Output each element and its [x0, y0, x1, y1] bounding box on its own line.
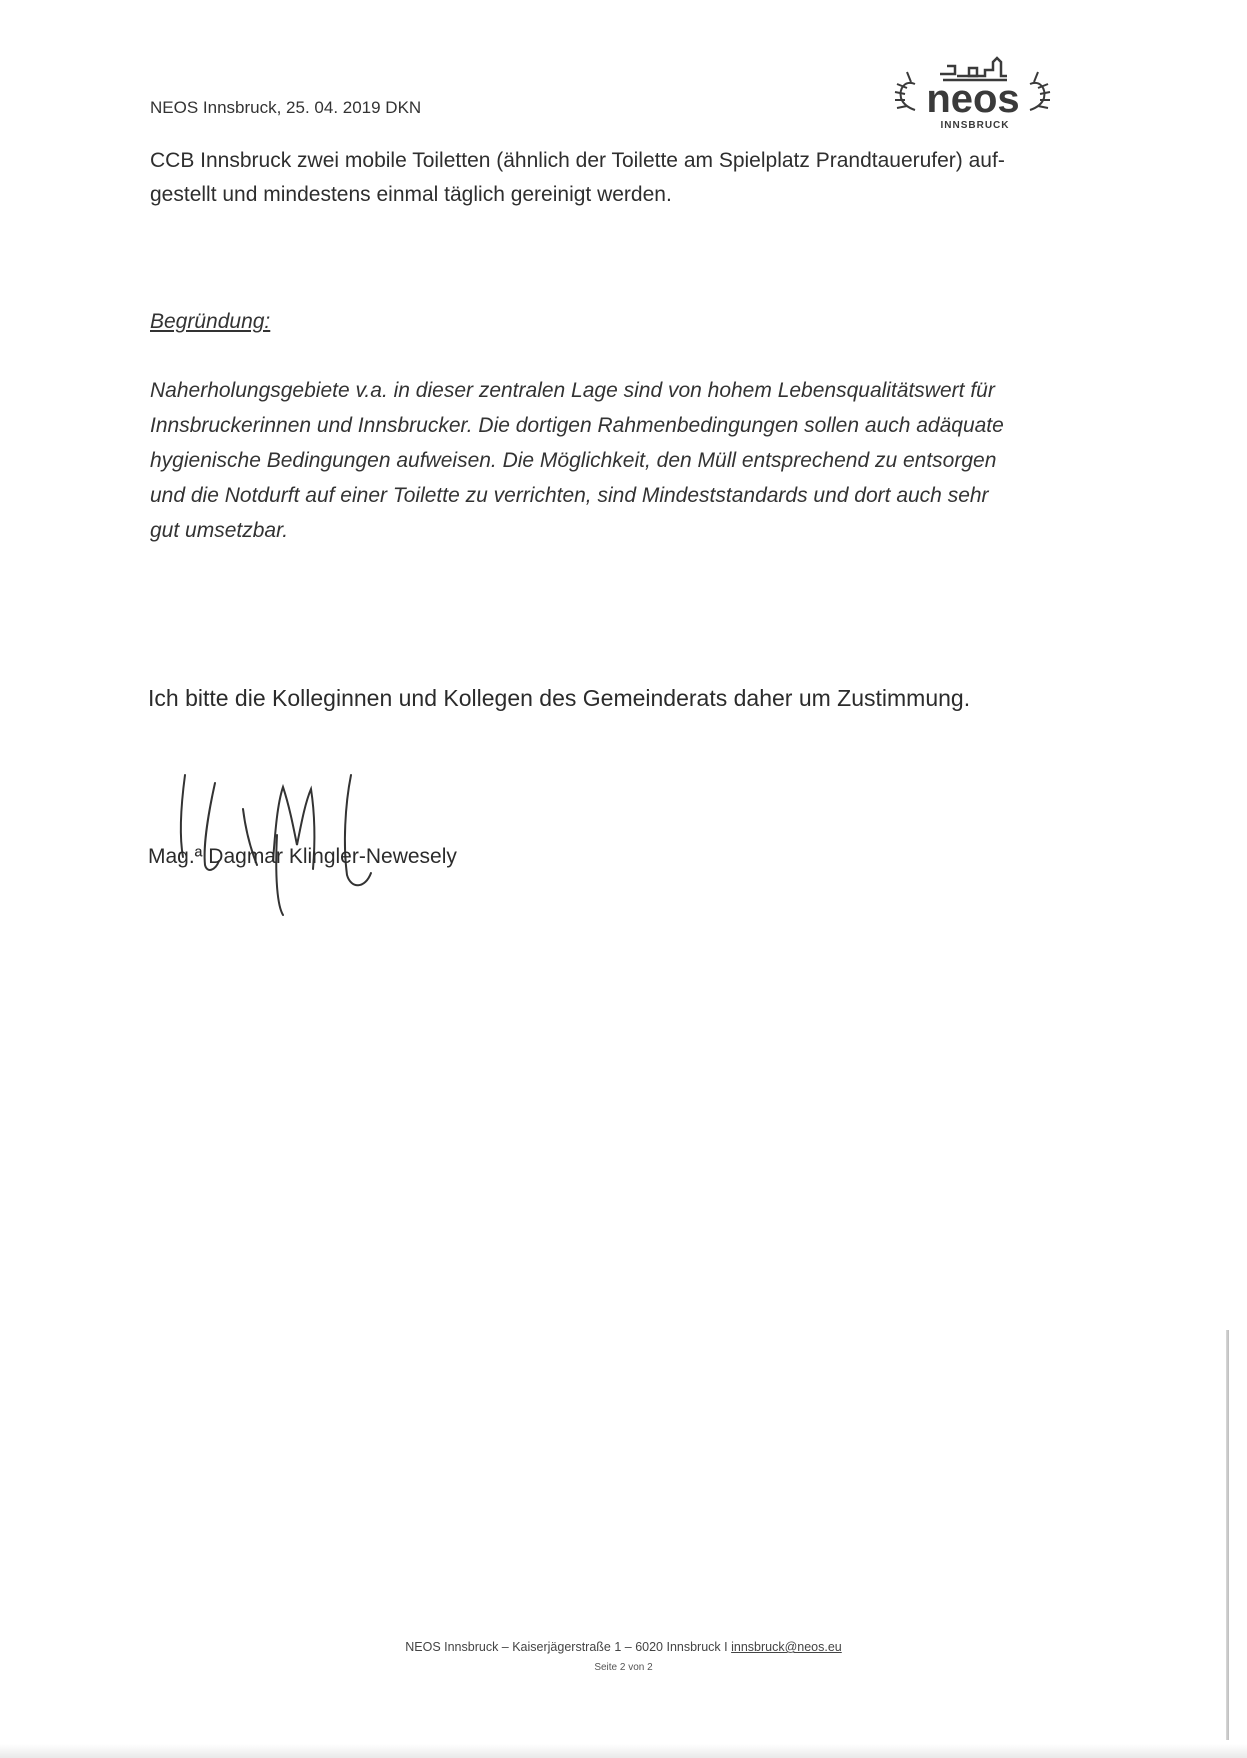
section-heading: Begründung: [150, 310, 271, 333]
reason-line-5: gut umsetzbar. [150, 519, 289, 542]
logo-subtext: INNSBRUCK [940, 120, 1010, 131]
signer-name: Mag.ª Dagmar Klingler-Newesely [148, 845, 457, 868]
footer-address [0, 1640, 1247, 1654]
neos-logo-icon [885, 52, 1060, 134]
reason-line-1: Naherholungsgebiete v.a. in dieser zentralen Lage sind von hohem Lebensqualitätswert für [150, 379, 995, 402]
intro-line-2: gestellt und mindestens einmal täglich gereinigt werden. [150, 183, 672, 206]
page-edge-bottom [0, 1744, 1247, 1758]
reason-paragraph [150, 373, 1080, 548]
date-line: NEOS Innsbruck, 25. 04. 2019 DKN [150, 98, 422, 117]
intro-line-1: CCB Innsbruck zwei mobile Toiletten (ähnlich der Toilette am Spielplatz Prandtauerufer) auf- [150, 149, 1005, 172]
footer-address-text: NEOS Innsbruck – Kaiserjägerstraße 1 – 6020 Innsbruck I [405, 1640, 732, 1654]
page-number: Seite 2 von 2 [594, 1662, 653, 1673]
reason-line-2: Innsbruckerinnen und Innsbrucker. Die dortigen Rahmenbedingungen sollen auch adäquate [150, 414, 1004, 437]
page-edge-right [1226, 1330, 1229, 1740]
neos-logo [885, 52, 1060, 134]
footer-email-link[interactable]: innsbruck@neos.eu [731, 1640, 842, 1654]
logo-wordmark: neos [926, 77, 1020, 121]
reason-line-4: und die Notdurft auf einer Toilette zu verrichten, sind Mindeststandards und dort auch sehr [150, 484, 989, 507]
closing-sentence: Ich bitte die Kolleginnen und Kollegen des Gemeinderats daher um Zustimmung. [148, 685, 971, 711]
reason-line-3: hygienische Bedingungen aufweisen. Die Möglichkeit, den Müll entsprechend zu entsorgen [150, 449, 997, 472]
intro-paragraph [150, 144, 1090, 212]
